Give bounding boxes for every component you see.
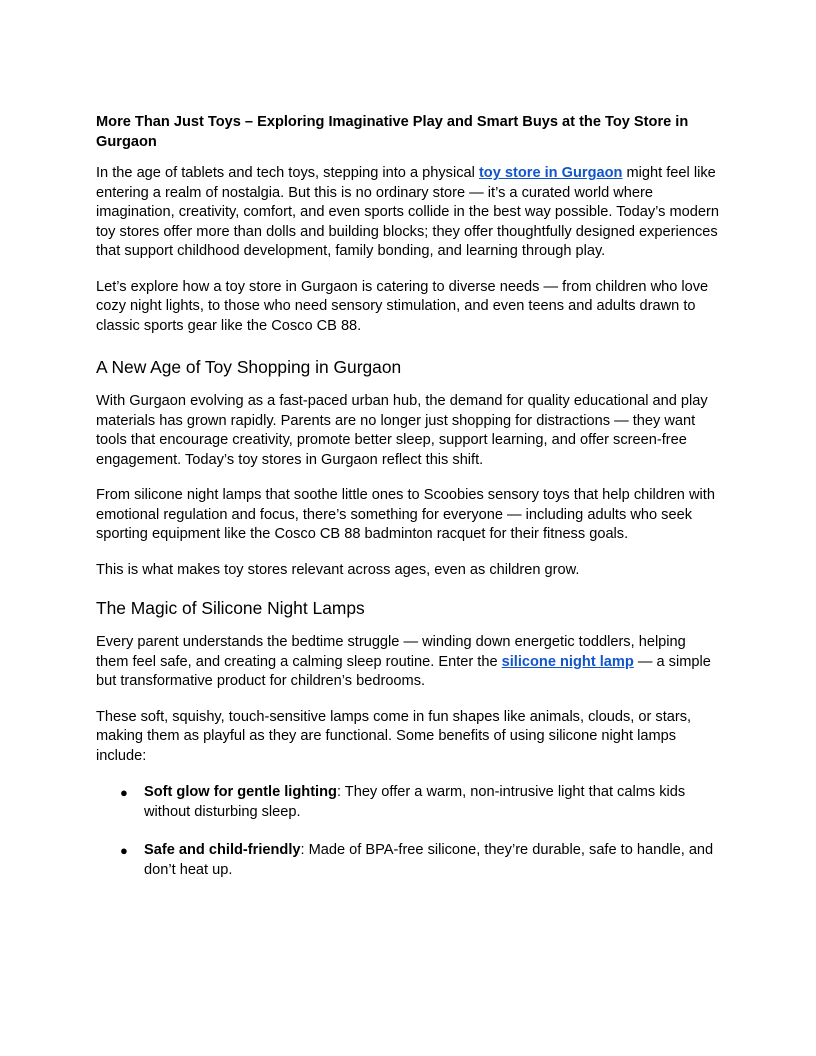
section-heading-night-lamps: The Magic of Silicone Night Lamps xyxy=(96,598,365,618)
section1-paragraph-3: This is what makes toy stores relevant across ages, even as children grow. xyxy=(96,561,580,578)
bullet-icon: ● xyxy=(120,785,128,800)
explore-paragraph: Let’s explore how a toy store in Gurgaon is catering to diverse needs — from children who love cozy night lights, to those who need sensory stimulation, and even teens and adults drawn to classic sports gear like the Cosco CB 88. xyxy=(96,278,709,334)
intro-paragraph xyxy=(96,164,722,262)
list-item-bold: Soft glow for gentle lighting xyxy=(144,784,337,800)
section1-paragraph-2: From silicone night lamps that soothe little ones to Scoobies sensory toys that help children with emotional regulation and focus, there’s something for everyone — including adults who seek sporting equipment like the Cosco CB 88 badminton racquet for their fitness goals. xyxy=(96,487,715,542)
section1-paragraph-1: With Gurgaon evolving as a fast-paced urban hub, the demand for quality educational and play materials has grown rapidly. Parents are no longer just shopping for distractions — they want tools that encourage creativity, promote better sleep, support learning, and offer screen-free engagement. Today’s toy stores in Gurgaon reflect this shift. xyxy=(96,393,708,468)
list-item xyxy=(96,841,722,880)
intro-text-end: might feel like entering a realm of nostalgia. But this is no ordinary store — it’s a curated world where imagination, creativity, comfort, and even sports collide in the best way possible. Today’s modern toy stores offer more than dolls and building blocks; they offer thoughtfully designed experiences that support childhood development, family bonding, and learning through play. xyxy=(96,165,719,259)
section-heading-new-age: A New Age of Toy Shopping in Gurgaon xyxy=(96,357,402,377)
list-item xyxy=(96,783,722,822)
document-page xyxy=(96,112,722,880)
article-title: More Than Just Toys – Exploring Imaginative Play and Smart Buys at the Toy Store in Gurgaon xyxy=(96,114,689,150)
section2-p1-text-start: Every parent understands the bedtime struggle — winding down energetic toddlers, helping them feel safe, and creating a calming sleep routine. Enter the xyxy=(96,634,686,670)
section2-paragraph-1 xyxy=(96,633,722,692)
list-item-bold: Safe and child-friendly xyxy=(144,842,301,858)
bullet-icon: ● xyxy=(120,843,128,858)
list-item-text: : They offer a warm, non-intrusive light that calms kids without disturbing sleep. xyxy=(144,784,686,820)
list-item-text: : Made of BPA-free silicone, they’re durable, safe to handle, and don’t heat up. xyxy=(144,842,714,878)
benefits-list xyxy=(96,783,722,880)
silicone-night-lamp-link[interactable]: silicone night lamp xyxy=(501,653,634,670)
section2-paragraph-2: These soft, squishy, touch-sensitive lamps come in fun shapes like animals, clouds, or stars, making them as playful as they are functional. Some benefits of using silicone night lamps include: xyxy=(96,708,692,764)
toy-store-link[interactable]: toy store in Gurgaon xyxy=(478,165,623,181)
section2-p1-text-end: — a simple but transformative product for children’s bedrooms. xyxy=(96,653,711,689)
intro-text-start: In the age of tablets and tech toys, stepping into a physical xyxy=(96,165,479,181)
